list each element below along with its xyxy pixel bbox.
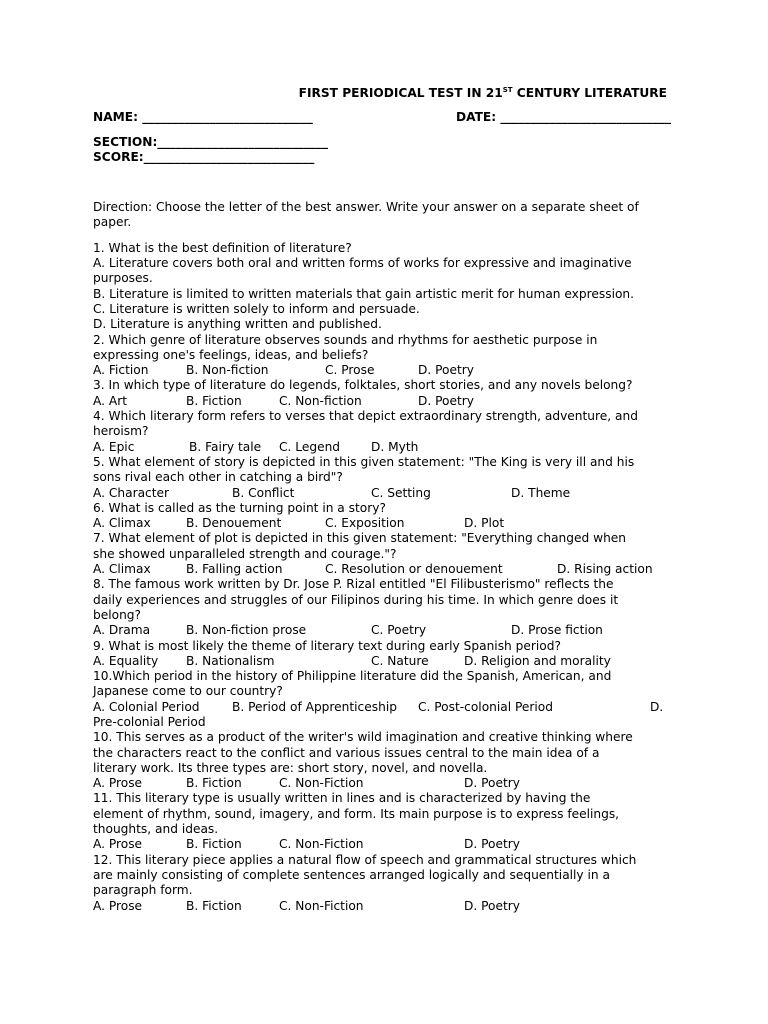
answer-choice: C. Non-Fiction [279,898,364,913]
question-stem: 12. This literary piece applies a natural flow of speech and grammatical structures which [93,852,637,867]
section-field: SECTION:____________________________ [93,134,328,149]
question-stem: expressing one's feelings, ideas, and beliefs? [93,347,369,362]
answer-choice: D. Rising action [557,562,653,577]
answer-choice: B. Non-fiction prose [186,623,307,638]
name-field: NAME: ____________________________ [93,110,313,125]
answer-choice: A. Epic [93,439,135,454]
answer-choice: D. Myth [371,439,419,454]
question-item [93,730,673,791]
test-page [93,86,673,914]
answer-choice: D. Poetry [464,898,521,913]
answer-choice: D. Theme [511,485,571,500]
answer-choice: D. Poetry [464,776,521,791]
answer-choice: A. Equality [93,653,159,668]
answer-choice: A. Colonial Period [93,699,200,714]
answer-choice: A. Prose [93,776,143,791]
answer-options-row [93,562,673,577]
answer-choice: D. [650,699,664,714]
question-stem: 1. What is the best definition of literature? [93,240,352,255]
answer-options-row [93,837,673,852]
question-stem: 10. This serves as a product of the writer's wild imagination and creative thinking where [93,730,633,745]
question-stem: literary work. Its three types are: short story, novel, and novella. [93,760,488,775]
answer-choice: Pre-colonial Period [93,714,206,729]
answer-choice: D. Literature is anything written and published. [93,317,382,332]
question-stem: Japanese come to our country? [93,684,283,699]
direction-text: Direction: Choose the letter of the best answer. Write your answer on a separate sheet of paper. [93,200,639,230]
answer-choice: B. Fiction [186,393,242,408]
question-item [93,241,673,333]
answer-options-row [93,899,673,914]
answer-choice: D. Poetry [418,363,475,378]
answer-choice: C. Non-Fiction [279,837,364,852]
question-item [93,455,673,501]
question-stem: daily experiences and struggles of our Filipinos during his time. In which genre does it [93,592,619,607]
answer-choice: B. Falling action [186,562,283,577]
question-stem: heroism? [93,424,149,439]
date-field: DATE: ____________________________ [456,110,671,125]
question-stem: element of rhythm, sound, imagery, and form. Its main purpose is to express feelings, [93,806,620,821]
answer-choice: A. Climax [93,516,151,531]
answer-choice: D. Prose fiction [511,623,603,638]
question-item [93,853,673,914]
answer-choice: C. Prose [325,363,375,378]
question-stem: 5. What element of story is depicted in this given statement: "The King is very ill and his [93,454,635,469]
answer-choice: A. Prose [93,898,143,913]
answer-choice: C. Literature is written solely to inform and persuade. [93,301,420,316]
answer-choice: B. Non-fiction [186,363,269,378]
answer-choice: A. Climax [93,562,151,577]
question-list [93,241,673,914]
answer-choice: A. Prose [93,837,143,852]
answer-choice: B. Nationalism [186,653,275,668]
question-item [93,531,673,577]
answer-options-row [93,516,673,531]
question-item [93,577,673,638]
answer-choice: A. Fiction [93,363,149,378]
answer-choice: D. Poetry [464,837,521,852]
question-stem: the characters react to the conflict and various issues central to the main idea of a [93,745,600,760]
answer-choice: B. Fiction [186,837,242,852]
answer-choice: A. Drama [93,623,151,638]
answer-options-row [93,486,673,501]
question-stem: paragraph form. [93,883,193,898]
question-stem: 3. In which type of literature do legends, folktales, short stories, and any novels belong? [93,378,633,393]
question-stem: she showed unparalleled strength and courage."? [93,546,397,561]
question-item [93,378,673,409]
answer-choice: B. Fairy tale [189,439,262,454]
answer-choice: D. Religion and morality [464,653,611,668]
answer-choice: A. Art [93,393,127,408]
score-field: SCORE:____________________________ [93,149,315,164]
answer-choice: A. Literature covers both oral and written forms of works for expressive and imaginative purposes. [93,256,632,286]
question-stem: 7. What element of plot is depicted in this given statement: "Everything changed when [93,531,627,546]
question-item [93,639,673,670]
answer-options-row [93,394,673,409]
answer-options-row [93,623,673,638]
answer-choice: B. Literature is limited to written materials that gain artistic merit for human expression. [93,286,635,301]
question-stem: 2. Which genre of literature observes sounds and rhythms for aesthetic purpose in [93,332,598,347]
question-stem: 4. Which literary form refers to verses that depict extraordinary strength, adventure, and [93,409,638,424]
answer-choice: B. Conflict [232,485,295,500]
answer-choice: C. Nature [371,653,429,668]
answer-choice: C. Post-colonial Period [418,699,553,714]
question-stem: 6. What is called as the turning point in a story? [93,500,386,515]
answer-choice: C. Non-Fiction [279,776,364,791]
answer-choice: B. Fiction [186,776,242,791]
answer-options-row [93,440,673,455]
question-stem: 9. What is most likely the theme of literary text during early Spanish period? [93,638,561,653]
answer-options-row [93,700,673,715]
answer-choice: B. Denouement [186,516,282,531]
page-title: FIRST PERIODICAL TEST IN 21ST CENTURY LITERATURE [298,86,667,100]
question-item [93,791,673,852]
answer-choice: C. Poetry [371,623,427,638]
answer-options-row [93,363,673,378]
answer-choice: C. Legend [279,439,341,454]
question-stem: 8. The famous work written by Dr. Jose P. Rizal entitled "El Filibusterismo" reflects the [93,577,614,592]
answer-options-row [93,654,673,669]
question-item [93,669,673,730]
answer-choice: C. Setting [371,485,431,500]
question-item [93,333,673,379]
question-stem: 10.Which period in the history of Philippine literature did the Spanish, American, and [93,669,612,684]
question-stem: sons rival each other in catching a bird"? [93,470,343,485]
question-stem: thoughts, and ideas. [93,822,219,837]
question-stem: 11. This literary type is usually written in lines and is characterized by having the [93,791,591,806]
answer-choice: B. Fiction [186,898,242,913]
question-stem: belong? [93,607,142,622]
answer-options-row [93,776,673,791]
name-date-row [93,110,673,125]
answer-choice: B. Period of Apprenticeship [232,699,397,714]
question-item [93,409,673,455]
answer-choice: A. Character [93,485,170,500]
answer-choice: D. Poetry [418,393,475,408]
answer-choice: D. Plot [464,516,505,531]
answer-choice: C. Exposition [325,516,405,531]
question-stem: are mainly consisting of complete sentences arranged logically and sequentially in a [93,867,610,882]
answer-choice: C. Non-fiction [279,393,362,408]
question-item [93,501,673,532]
answer-choice: C. Resolution or denouement [325,562,503,577]
